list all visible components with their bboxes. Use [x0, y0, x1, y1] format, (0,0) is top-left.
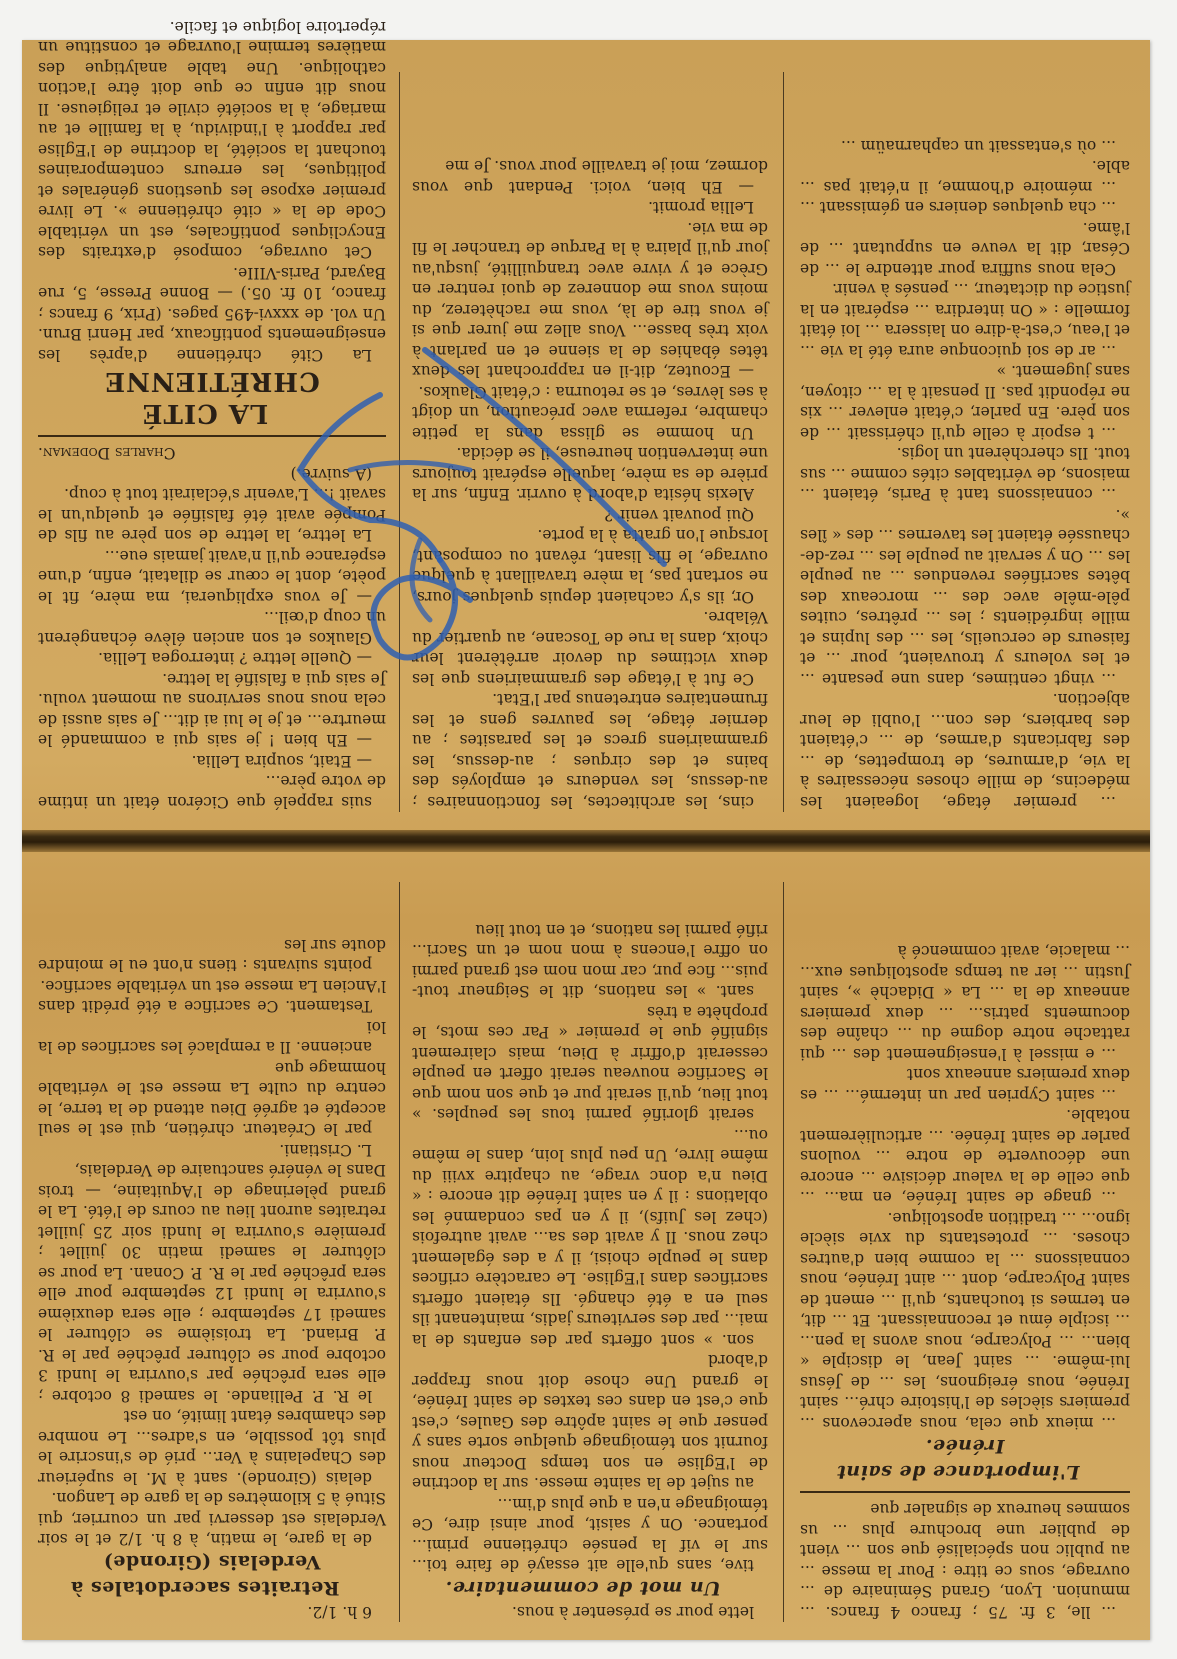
paragraph: lette pour se présenter à nous.	[511, 1603, 754, 1621]
paragraph: La Cité chrétienne d'après les enseignements pontificaux, par Henri Brun. Un vol. de xxxvi-495 pages. (Prix, 9 francs ; franco, 10 fr. 05.) — Bonne Presse, 5, rue Bayard, Paris-VIIIe.	[38, 264, 386, 364]
column-text	[412, 1602, 768, 1623]
paragraph: Alexis hésita d'abord à ouvrir. Enfin, sur la prière de sa mère, laquelle espérait toujours une intervention heureuse, il se décida.	[412, 444, 768, 504]
paragraph: Glaukos et son ancien élève échangèrent un coup d'œil...	[38, 608, 386, 647]
column-top-middle	[412, 52, 768, 812]
column-text	[800, 941, 1130, 1433]
column-rule	[399, 882, 400, 1622]
paragraph: L. Cristiani.	[279, 1141, 372, 1159]
paragraph: ancienne. Il a remplacé les sacrifices de la loi	[38, 1018, 386, 1057]
paragraph: — Quelle lettre ? interrogea Lellia.	[98, 649, 372, 668]
clipping-bottom-half	[22, 852, 1150, 1640]
paragraph: cins, les architectes, les fonctionnaires ; au-dessus, les vendeurs et employés des bains et des cirques ; au-dessus, les grammairiens grecs et les parasites ; au dernier étage, les pauvres gens et les frumentaires entretenus par l'Etat.	[412, 690, 768, 811]
paragraph: Lellia promit.	[648, 198, 754, 217]
section-heading: L'importance de saint Irénée.	[836, 1435, 1080, 1483]
paragraph: son. » sont offerts par des enfants de la mai... par des serviteurs jadis, maintenant ils seul en a été changé. Ils étaient offerts sacrifices dans l'Eglise. Le caractère crifices dans le peuple choisi, il y a des également chez nous. Il y avait des sa... avait autrefois (chez les Juifs), il y en pas condamné les oblations : il y en saint Irénée dit encore : « Dieu n'a donc vrage, au chapitre xviii du même livre, Un peu plus loin, dans le même ou...	[412, 1126, 768, 1349]
column-bottom-left	[38, 862, 386, 1622]
column-text	[38, 935, 386, 1550]
paragraph: (A suivre.)	[290, 465, 372, 483]
paragraph: Or, ils s'y cachaient depuis quelques jours, ne sortant pas, la mère travaillant à quelque ouvrage, le fils lisant, rêvant ou composant, lorsque l'on gratta à la porte.	[412, 526, 768, 606]
column-text	[800, 1499, 1130, 1622]
clipping-top-half	[22, 18, 1150, 830]
paragraph: ... gnage de saint Irénée, en ma... ... que celle de la valeur décisive ... encore une découverte de notre ... voulons parler de saint Irénée. ... articulièrement notable.	[800, 1106, 1130, 1207]
signature: Charles Dodeman.	[38, 444, 176, 463]
paragraph: Ce fut à l'étage des grammairiens que les deux victimes du devoir arrêtèrent leur choix, dans la rue de Toscane, au quartier du Vélabre.	[412, 608, 768, 688]
paragraph: ... connaissons tant à Paris, étaient ... maisons, de véritables cités comme ... sus tout. Ils cherchèrent un logis.	[800, 444, 1130, 504]
feuilleton-text	[38, 464, 386, 813]
column-rule	[783, 882, 784, 1622]
paragraph: … premier étage, logeaient les médecins, de mille choses nécessaires à la vie, d'armures, de trompettes, de ... des fabricants d'armes, de ... c'étaient des barbiers, des con... l'oubli de leur abjection.	[800, 690, 1130, 811]
paragraph: le R. P. Pelliande. le samedi 8 octobre ; elle sera prêchée par s'ouvrira le lundi 3 octobre pour se clôturer prêchée par le R. P. Briand. La troisième se clôturer le samedi 17 septembre ; elle sera deuxième s'ouvrira le lundi 12 septembre pour elle sera prêchée par le R. P. Conan. La pour se clôturer le samedi matin 30 juillet ; première s'ouvrira le lundi soir 25 juillet retraites auront lieu au cours de l'été. La le grand pèlerinage de l'Aquitaine, — trois Dans le vénéré sanctuaire de Verdelais,	[38, 1161, 386, 1405]
paragraph: Testament. Ce sacrifice a été prédit dans l'Ancien La messe est un véritable sacrifice.	[38, 977, 386, 1016]
paragraph: — Eh bien, voici. Pendant que vous dormez, moi je travaille pour vous. Je me	[412, 157, 768, 196]
paragraph: ... saint Cyprien par un intermé... ... es deux premiers anneaux sont	[800, 1065, 1130, 1104]
paragraph: La lettre, la lettre de son père au fils de Pompée avait été falsifiée et quelqu'un le savait !... L'avenir s'éclairait tout à coup.	[38, 485, 386, 545]
divider	[38, 435, 386, 437]
paragraph: ... t espoir à celle qu'il chérissait ... de son père. En parler, c'était enlever ... xis ne répondit pas. Il pensait à la ... citoyen, sans jugement. »	[800, 362, 1130, 442]
paragraph: ... cha quelques deniers en gémissant ...	[800, 198, 1116, 217]
column-bottom-middle	[412, 862, 768, 1622]
column-rule	[783, 72, 784, 812]
fold-line	[22, 830, 1150, 852]
paragraph: au sujet de la sainte messe. sur la doctrine de l'Eglise en son temps Docteur nous fournit son témoignage quelque sorte sans y penser que le saint apôtre des Gaules, c'est que c'est en dans ces textes de saint Irénée, le grand Une chose doit nous frapper d'abord	[412, 1351, 768, 1493]
paragraph: Cet ouvrage, composé d'extraits des Encycliques pontificales, est un véritable Code de la « cité chrétienne ». Le livre premier expose les questions générales et politiques, les erreurs contemporaines touchant la société, la doctrine de l'Eglise par rapport à l'individu, à la famille et au mariage, à la société civile et religieuse. Il nous dit enfin ce que doit être l'action catholique. Une table analytique des matières termine l'ouvrage et constitue un répertoire logique et facile.	[38, 18, 386, 262]
paragraph: sant. » les nations, dit le Seigneur tout-puis... fice pur, car mon nom est grand parmi on offre l'encens à mon nom et un Sacri... rifié parmi les nations, et en tout lieu	[412, 921, 768, 1001]
paragraph: Qui pouvait venir ?	[604, 506, 754, 524]
paragraph: par le Créateur. chrétien, qui est le seul accepté et agréé Dieu attend de la terre, le centre du culte La messe est le véritable hommage que	[38, 1059, 386, 1139]
column-text	[412, 920, 768, 1576]
paragraph: — Eh bien ! je sais qui a commandé le meurtre... et je le lui ai dit... Je sais aussi de cela nous nous servirons au moment voulu. Je sais qui a falsifié la lettre.	[38, 670, 386, 750]
paragraph: — Je vous expliquerai, ma mère, fit le poète, dont le cœur se dilatait, enfin, d'une espérance qu'il n'avait jamais eue...	[38, 547, 386, 606]
section-heading: Retraites sacerdotales à Verdelais (Gironde)	[70, 1551, 340, 1600]
paragraph: serait glorifié parmi tous les peuples. » tout lieu, qu'il serait pur et que son nom que le Sacrifice nouveau serait offert en peuple cesserait d'offrir à Dieu, mais clairement signifié que le premier « Par ces mots, le prophète a très	[412, 1003, 768, 1124]
paragraph: — Etait, soupira Lellia.	[191, 752, 372, 770]
column-top-right-text	[800, 136, 1130, 813]
section-heading: LA CITÉ CHRÉTIENNE	[104, 366, 320, 428]
paragraph: Cela nous suffira pour attendre le ... de César, dit la veuve en supputant ... de l'âme.	[800, 219, 1130, 278]
paragraph: ... mémoire d'homme, il n'était pas ... able.	[800, 157, 1130, 196]
paragraph: suis rappelé que Cicéron était un intime de votre père...	[38, 772, 386, 811]
paragraph: ... lle, 3 fr. 75 ; franco 4 francs. ... mmunion. Lyon, Grand Séminaire de ... ouvrage, sous ce titre : Pour la messe ... au public non spécialisé que son ... vient de publier une brochure plus ... us sommes heureux de signaler que	[800, 1500, 1130, 1621]
paragraph: Un homme se glissa dans la petite chambre, referma avec précaution, un doigt à ses lèvres, et se retourna : c'était Glaukos.	[412, 383, 768, 442]
column-top-middle-text	[412, 156, 768, 812]
paragraph: points suivants : tiens n'ont eu le moindre doute sur les	[38, 936, 386, 975]
column-bottom-right	[800, 862, 1130, 1622]
column-top-right	[800, 52, 1130, 812]
divider	[800, 1491, 1130, 1493]
section-heading: Un mot de commentaire.	[445, 1577, 721, 1600]
column-top-left	[38, 18, 386, 812]
paragraph: ... vingt centimes, dans une pesante ... et les voleurs y trouvaient, pour ... et faiseurs de cercueils, les ... des lupins et mille ingrédients ; les ... prêtres, cuites pêle-mêle avec des ... morceaux des bêtes sacrifiées revendues ... au peuple les ... On y servait au peuple les ... rez-de-chaussée étaient les tavernes ... des « îles ».	[800, 506, 1130, 688]
paragraph: delais (Gironde). sant à M. le supérieur des Chapelains à Ver... prié de s'inscrire le plus tôt possible, en s'adres... Le nombre des chambres étant limité, on est	[38, 1407, 386, 1487]
book-review-text	[38, 17, 386, 366]
paragraph: ... ar de soi quiconque aura été la vie ... et l'eau, c'est-à-dire on laissera ... loi était formelle : « On interdira ... espérait en la justice du dictateur, ... pensés à venir.	[800, 280, 1130, 360]
column-text	[38, 1602, 386, 1623]
paragraph: ... où s'entassait un capharnaüm ...	[840, 137, 1116, 155]
paragraph: — Ecoutez, dit-il en rapprochant les deux têtes ébahies de la sienne et en parlant à voix très basse... Vous allez me jurer que si je vous tire de là, vous me rachèterez, du moins vous me donnerez de quoi rentrer en Grèce et y vivre avec tranquillité, jusqu'au jour qu'il plaira à la Parque de trancher le fil de ma vie.	[412, 219, 768, 381]
paragraph: tive, sans qu'elle ait essayé de faire toi... sur le vif la pensée chrétienne primi... portance. On y saisit, pour ainsi dire, Ce témoignage n'en a que plus d'im...	[412, 1495, 768, 1575]
column-rule	[399, 72, 400, 812]
paragraph: ... e missel à l'enseignement des ... qui rattache notre dogme du ... chaîne des documents patris... ... deux premiers anneaux de la ... La « Didachè », saint Justin ... ier au temps apostoliques eux... ... malacie, avait commencé à	[800, 942, 1130, 1063]
paragraph: ... mieux que cela, nous apercevons ... premiers siècles de l'histoire chré... saint Irénée, nous éreignons, les ... de Jésus lui-même. ... saint Jean, le disciple « bien... ... Polycarpe, nous avons la pen... ... isciple ému et reconnaissant. Et ... dit, en termes si touchants, qu'il ... ement de saint Polycarpe, dont ... aint Irénée, nous connaissons ... la comme bien d'autres choses. ... protestants du xvie siècle igno... ... tradition apostolique.	[800, 1209, 1130, 1432]
paragraph: 6 h. 1/2.	[307, 1603, 372, 1621]
newspaper-clipping	[22, 18, 1150, 1640]
paragraph: de la gare, le matin, à 8 h. 1/2 et le soir Verdelais est desservi par un courrier, qui Situé à 5 kilomètres de la gare de Langon.	[38, 1489, 386, 1549]
